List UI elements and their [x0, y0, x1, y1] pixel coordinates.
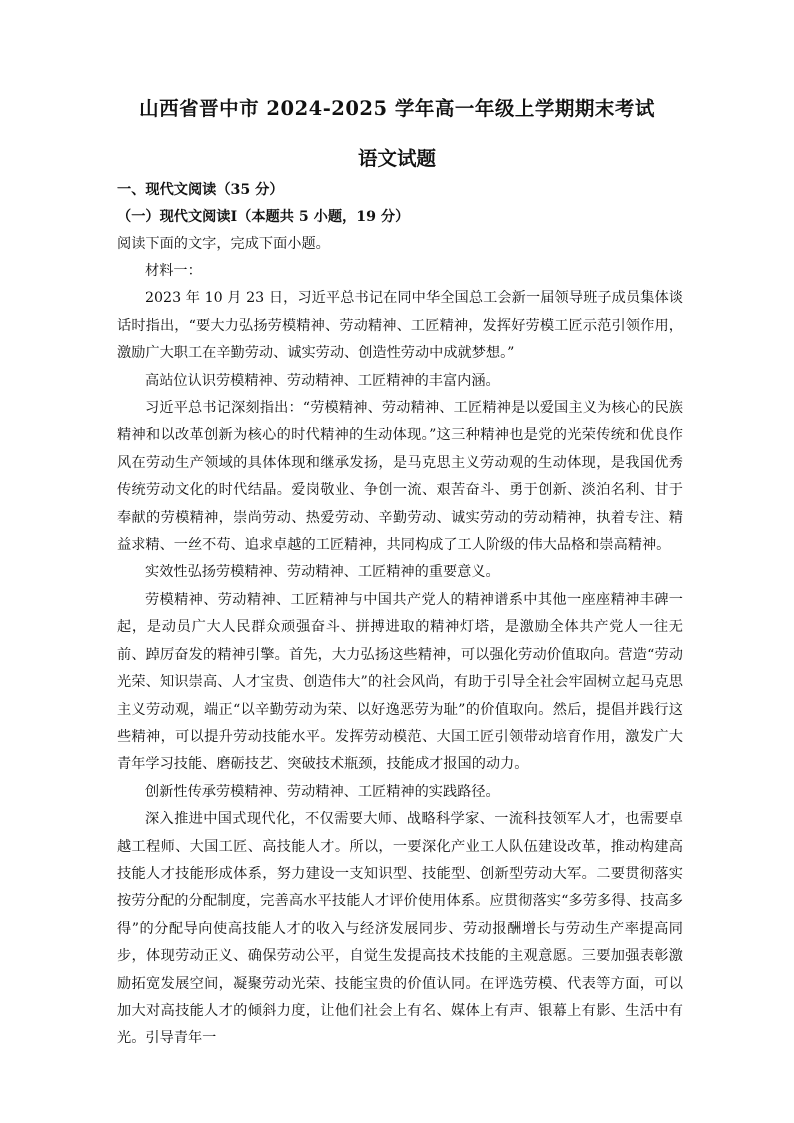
paragraph: 劳模精神、劳动精神、工匠精神与中国共产党人的精神谱系中其他一座座精神丰碑一起，是动员广大人民群众顽强奋斗、拼搏进取的精神灯塔，是激励全体共产党人一往无前、踔厉奋发的精神引擎。首先，大力弘扬这些精神，可以强化劳动价值取向。营造“劳动光荣、知识崇高、人才宝贵、创造伟大”的社会风尚，有助于引导全社会牢固树立起马克思主义劳动观，端正“以辛勤劳动为荣、以好逸恶劳为耻”的价值取向。然后，提倡并践行这些精神，可以提升劳动技能水平。发挥劳动模范、大国工匠引领带动培育作用，激发广大青年学习技能、磨砺技艺、突破技术瓶颈，技能成才报国的动力。: [117, 591, 683, 773]
paragraph: 习近平总书记深刻指出：“劳模精神、劳动精神、工匠精神是以爱国主义为核心的民族精神和以改革创新为核心的时代精神的生动体现。”这三种精神也是党的光荣传统和优良作风在劳动生产领域的具体体现和继承发扬，是马克思主义劳动观的生动体现，是我国优秀传统劳动文化的时代结晶。爱岗敬业、争创一流、艰苦奋斗、勇于创新、淡泊名利、甘于奉献的劳模精神，崇尚劳动、热爱劳动、辛勤劳动、诚实劳动的劳动精神，执着专注、精益求精、一丝不苟、追求卓越的工匠精神，共同构成了工人阶级的伟大品格和崇高精神。: [117, 400, 683, 554]
paragraph: 深入推进中国式现代化，不仅需要大师、战略科学家、一流科技领军人才，也需要卓越工程师、大国工匠、高技能人才。所以，一要深化产业工人队伍建设改革，推动构建高技能人才技能形成体系，努力建设一支知识型、技能型、创新型劳动大军。二要贯彻落实按劳分配的分配制度，完善高水平技能人才评价使用体系。应贯彻落实“多劳多得、技高多得”的分配导向使高技能人才的收入与经济发展同步、劳动报酬增长与劳动生产率提高同步，体现劳动正义、确保劳动公平，自觉生发提高技术技能的主观意愿。三要加强表彰激励拓宽发展空间，凝聚劳动光荣、技能宝贵的价值认同。在评选劳模、代表等方面，可以加大对高技能人才的倾斜力度，让他们社会上有名、媒体上有声、银幕上有影、生活中有光。引导青年一: [117, 811, 683, 1047]
paragraph-heading: 高站位认识劳模精神、劳动精神、工匠精神的丰富内涵。: [145, 372, 500, 389]
material-label: 材料一：: [145, 263, 202, 279]
document-body: [117, 177, 683, 1053]
paragraph: 2023 年 10 月 23 日，习近平总书记在同中华全国总工会新一届领导班子成员集体谈话时指出，“要大力弘扬劳模精神、劳动精神、工匠精神，发挥好劳模工匠示范引领作用，激励广大职工在辛勤劳动、诚实劳动、创造性劳动中成就梦想。”: [117, 290, 683, 362]
paragraph-heading: 实效性弘扬劳模精神、劳动精神、工匠精神的重要意义。: [145, 564, 500, 581]
exam-title: 山西省晋中市 2024-2025 学年高一年级上学期期末考试: [139, 97, 655, 120]
section-heading: 一、现代文阅读（35 分）: [117, 182, 284, 198]
instruction-text: 阅读下面的文字，完成下面小题。: [117, 236, 330, 252]
subsection-heading: （一）现代文阅读Ⅰ（本题共 5 小题，19 分）: [117, 209, 410, 225]
exam-subtitle: 语文试题: [357, 147, 436, 170]
paragraph-heading: 创新性传承劳模精神、劳动精神、工匠精神的实践路径。: [145, 783, 500, 800]
